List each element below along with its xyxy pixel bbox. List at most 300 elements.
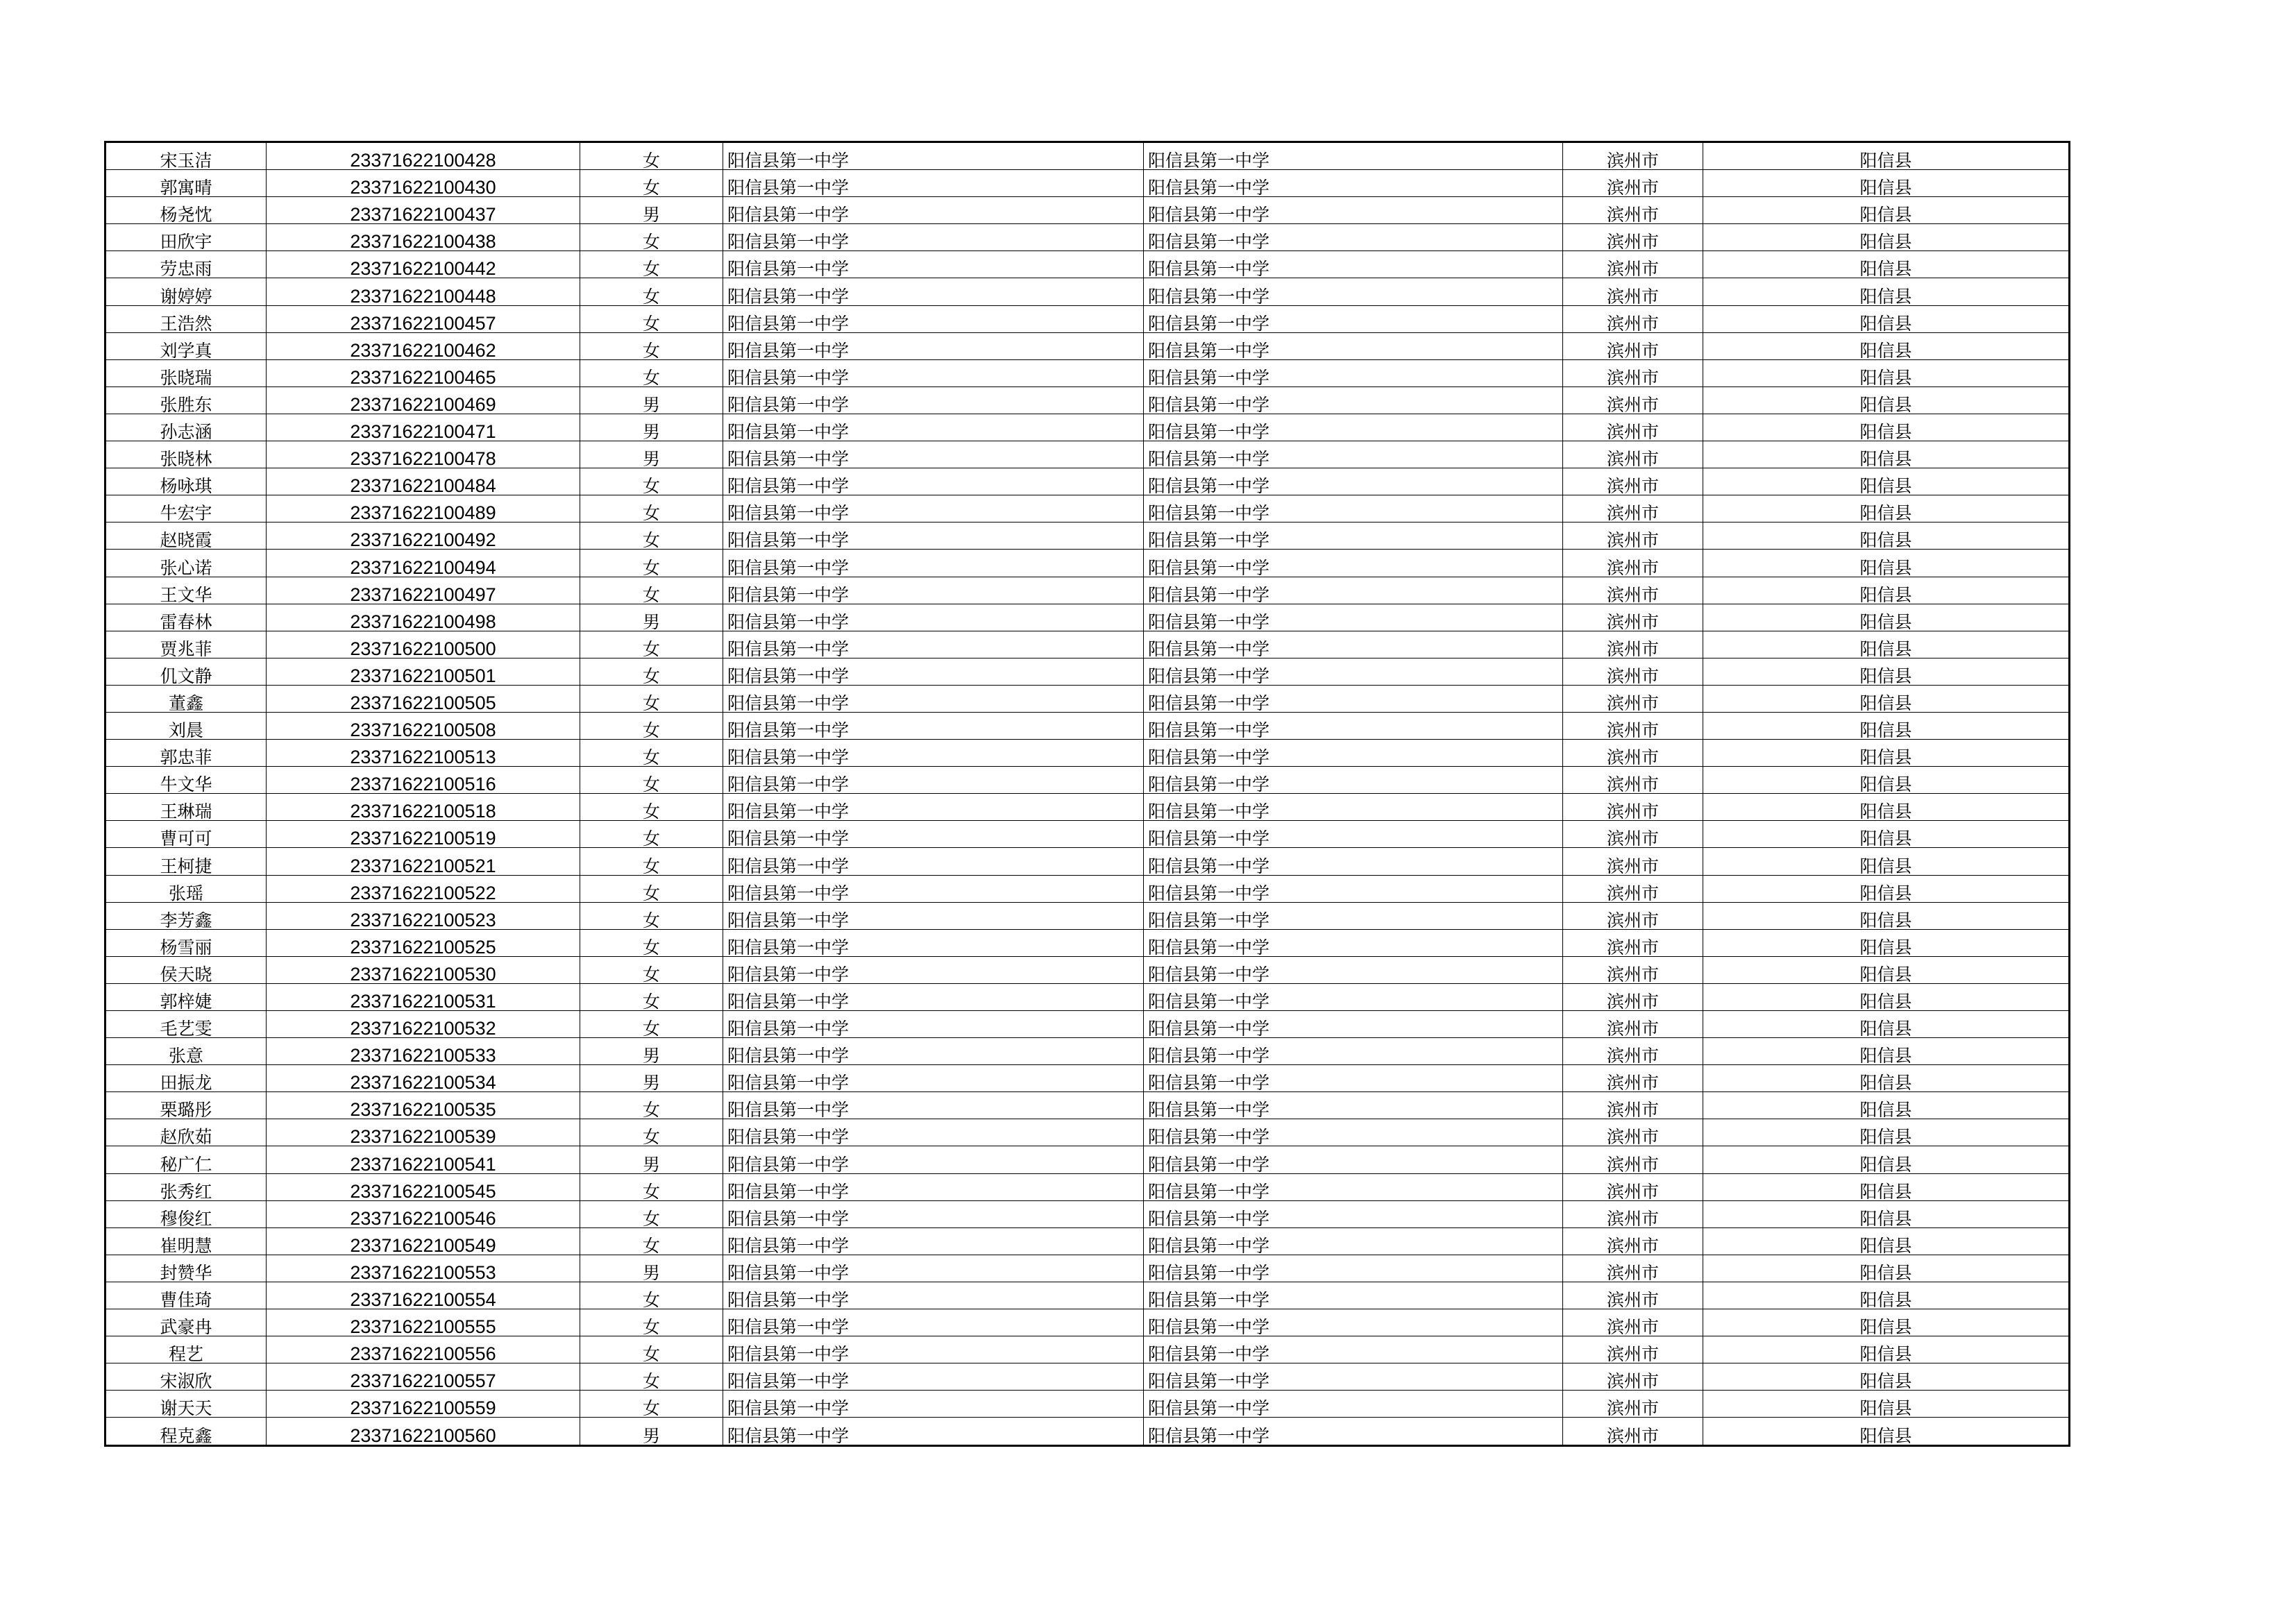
table-row bbox=[105, 468, 2070, 495]
cell-school1: 阳信县第一中学 bbox=[723, 224, 1144, 251]
cell-id: 23371622100469 bbox=[267, 386, 580, 414]
cell-county: 阳信县 bbox=[1703, 359, 2070, 386]
cell-name: 雷春林 bbox=[105, 604, 267, 631]
cell-name: 牛宏宇 bbox=[105, 495, 267, 522]
table-row bbox=[105, 1011, 2070, 1038]
cell-school2: 阳信县第一中学 bbox=[1144, 224, 1563, 251]
cell-county: 阳信县 bbox=[1703, 658, 2070, 685]
cell-school2: 阳信县第一中学 bbox=[1144, 1146, 1563, 1173]
cell-county: 阳信县 bbox=[1703, 685, 2070, 712]
cell-school2: 阳信县第一中学 bbox=[1144, 305, 1563, 332]
cell-id: 23371622100559 bbox=[267, 1391, 580, 1418]
cell-school1: 阳信县第一中学 bbox=[723, 875, 1144, 902]
table-row bbox=[105, 386, 2070, 414]
table-row bbox=[105, 197, 2070, 224]
cell-county: 阳信县 bbox=[1703, 1065, 2070, 1092]
cell-gender: 女 bbox=[580, 224, 723, 251]
cell-school1: 阳信县第一中学 bbox=[723, 1363, 1144, 1391]
cell-city: 滨州市 bbox=[1563, 1391, 1703, 1418]
cell-id: 23371622100497 bbox=[267, 577, 580, 604]
table-row bbox=[105, 441, 2070, 468]
cell-school2: 阳信县第一中学 bbox=[1144, 794, 1563, 821]
cell-name: 董鑫 bbox=[105, 685, 267, 712]
cell-county: 阳信县 bbox=[1703, 1282, 2070, 1309]
cell-name: 毛艺雯 bbox=[105, 1011, 267, 1038]
cell-school2: 阳信县第一中学 bbox=[1144, 577, 1563, 604]
cell-name: 崔明慧 bbox=[105, 1227, 267, 1255]
cell-gender: 女 bbox=[580, 468, 723, 495]
cell-city: 滨州市 bbox=[1563, 1309, 1703, 1336]
cell-name: 田振龙 bbox=[105, 1065, 267, 1092]
cell-id: 23371622100438 bbox=[267, 224, 580, 251]
cell-gender: 女 bbox=[580, 1173, 723, 1200]
cell-county: 阳信县 bbox=[1703, 332, 2070, 359]
cell-city: 滨州市 bbox=[1563, 1200, 1703, 1227]
cell-id: 23371622100513 bbox=[267, 740, 580, 767]
cell-name: 宋玉洁 bbox=[105, 142, 267, 170]
cell-school1: 阳信县第一中学 bbox=[723, 983, 1144, 1010]
cell-name: 刘晨 bbox=[105, 712, 267, 739]
cell-gender: 女 bbox=[580, 1200, 723, 1227]
cell-name: 张意 bbox=[105, 1038, 267, 1065]
cell-county: 阳信县 bbox=[1703, 1146, 2070, 1173]
cell-school1: 阳信县第一中学 bbox=[723, 305, 1144, 332]
cell-school1: 阳信县第一中学 bbox=[723, 740, 1144, 767]
cell-school1: 阳信县第一中学 bbox=[723, 712, 1144, 739]
cell-county: 阳信县 bbox=[1703, 983, 2070, 1010]
cell-county: 阳信县 bbox=[1703, 1200, 2070, 1227]
cell-name: 郭寓晴 bbox=[105, 170, 267, 197]
cell-city: 滨州市 bbox=[1563, 685, 1703, 712]
table-row bbox=[105, 956, 2070, 983]
cell-city: 滨州市 bbox=[1563, 1336, 1703, 1363]
cell-county: 阳信县 bbox=[1703, 224, 2070, 251]
cell-school2: 阳信县第一中学 bbox=[1144, 902, 1563, 929]
cell-school1: 阳信县第一中学 bbox=[723, 1391, 1144, 1418]
cell-name: 张瑶 bbox=[105, 875, 267, 902]
cell-gender: 男 bbox=[580, 1255, 723, 1282]
cell-id: 23371622100531 bbox=[267, 983, 580, 1010]
cell-gender: 女 bbox=[580, 142, 723, 170]
cell-school1: 阳信县第一中学 bbox=[723, 1336, 1144, 1363]
cell-school2: 阳信县第一中学 bbox=[1144, 821, 1563, 848]
table-row bbox=[105, 1391, 2070, 1418]
cell-id: 23371622100437 bbox=[267, 197, 580, 224]
cell-school1: 阳信县第一中学 bbox=[723, 902, 1144, 929]
cell-school1: 阳信县第一中学 bbox=[723, 441, 1144, 468]
cell-school1: 阳信县第一中学 bbox=[723, 685, 1144, 712]
cell-county: 阳信县 bbox=[1703, 604, 2070, 631]
cell-school1: 阳信县第一中学 bbox=[723, 1065, 1144, 1092]
cell-school1: 阳信县第一中学 bbox=[723, 359, 1144, 386]
cell-gender: 女 bbox=[580, 1391, 723, 1418]
cell-school1: 阳信县第一中学 bbox=[723, 414, 1144, 441]
cell-school2: 阳信县第一中学 bbox=[1144, 604, 1563, 631]
cell-county: 阳信县 bbox=[1703, 305, 2070, 332]
table-row bbox=[105, 1065, 2070, 1092]
cell-id: 23371622100522 bbox=[267, 875, 580, 902]
cell-school1: 阳信县第一中学 bbox=[723, 631, 1144, 658]
cell-county: 阳信县 bbox=[1703, 1173, 2070, 1200]
cell-county: 阳信县 bbox=[1703, 1038, 2070, 1065]
cell-name: 赵晓霞 bbox=[105, 522, 267, 550]
cell-id: 23371622100525 bbox=[267, 929, 580, 956]
cell-school2: 阳信县第一中学 bbox=[1144, 197, 1563, 224]
table-row bbox=[105, 251, 2070, 278]
cell-school2: 阳信县第一中学 bbox=[1144, 1363, 1563, 1391]
cell-school2: 阳信县第一中学 bbox=[1144, 1038, 1563, 1065]
cell-gender: 女 bbox=[580, 685, 723, 712]
cell-city: 滨州市 bbox=[1563, 577, 1703, 604]
cell-school2: 阳信县第一中学 bbox=[1144, 386, 1563, 414]
table-row bbox=[105, 983, 2070, 1010]
cell-id: 23371622100430 bbox=[267, 170, 580, 197]
cell-gender: 女 bbox=[580, 278, 723, 305]
cell-county: 阳信县 bbox=[1703, 441, 2070, 468]
cell-city: 滨州市 bbox=[1563, 550, 1703, 577]
table-row bbox=[105, 712, 2070, 739]
cell-gender: 男 bbox=[580, 441, 723, 468]
cell-id: 23371622100530 bbox=[267, 956, 580, 983]
cell-gender: 女 bbox=[580, 821, 723, 848]
cell-name: 杨咏琪 bbox=[105, 468, 267, 495]
cell-school1: 阳信县第一中学 bbox=[723, 1119, 1144, 1146]
table-row bbox=[105, 522, 2070, 550]
table-row bbox=[105, 875, 2070, 902]
cell-county: 阳信县 bbox=[1703, 251, 2070, 278]
cell-id: 23371622100521 bbox=[267, 848, 580, 875]
cell-school2: 阳信县第一中学 bbox=[1144, 740, 1563, 767]
cell-gender: 女 bbox=[580, 848, 723, 875]
cell-name: 张心诺 bbox=[105, 550, 267, 577]
cell-name: 张晓瑞 bbox=[105, 359, 267, 386]
cell-school1: 阳信县第一中学 bbox=[723, 929, 1144, 956]
table-row bbox=[105, 740, 2070, 767]
cell-school1: 阳信县第一中学 bbox=[723, 848, 1144, 875]
cell-school2: 阳信县第一中学 bbox=[1144, 1282, 1563, 1309]
cell-county: 阳信县 bbox=[1703, 631, 2070, 658]
cell-id: 23371622100549 bbox=[267, 1227, 580, 1255]
cell-school2: 阳信县第一中学 bbox=[1144, 495, 1563, 522]
cell-school2: 阳信县第一中学 bbox=[1144, 550, 1563, 577]
cell-gender: 女 bbox=[580, 767, 723, 794]
cell-id: 23371622100554 bbox=[267, 1282, 580, 1309]
cell-school2: 阳信县第一中学 bbox=[1144, 1255, 1563, 1282]
cell-gender: 女 bbox=[580, 1092, 723, 1119]
cell-county: 阳信县 bbox=[1703, 1092, 2070, 1119]
cell-id: 23371622100546 bbox=[267, 1200, 580, 1227]
cell-school2: 阳信县第一中学 bbox=[1144, 332, 1563, 359]
cell-name: 杨尧忱 bbox=[105, 197, 267, 224]
cell-gender: 女 bbox=[580, 712, 723, 739]
cell-city: 滨州市 bbox=[1563, 305, 1703, 332]
cell-school2: 阳信县第一中学 bbox=[1144, 142, 1563, 170]
roster-body bbox=[105, 142, 2070, 1446]
cell-gender: 女 bbox=[580, 550, 723, 577]
cell-school2: 阳信县第一中学 bbox=[1144, 1309, 1563, 1336]
cell-school2: 阳信县第一中学 bbox=[1144, 522, 1563, 550]
cell-gender: 男 bbox=[580, 604, 723, 631]
cell-school2: 阳信县第一中学 bbox=[1144, 983, 1563, 1010]
cell-city: 滨州市 bbox=[1563, 278, 1703, 305]
cell-school1: 阳信县第一中学 bbox=[723, 251, 1144, 278]
cell-school2: 阳信县第一中学 bbox=[1144, 1119, 1563, 1146]
cell-id: 23371622100533 bbox=[267, 1038, 580, 1065]
cell-id: 23371622100489 bbox=[267, 495, 580, 522]
cell-city: 滨州市 bbox=[1563, 1227, 1703, 1255]
cell-gender: 女 bbox=[580, 740, 723, 767]
cell-school1: 阳信县第一中学 bbox=[723, 1282, 1144, 1309]
table-row bbox=[105, 1255, 2070, 1282]
cell-county: 阳信县 bbox=[1703, 1227, 2070, 1255]
cell-name: 劳忠雨 bbox=[105, 251, 267, 278]
cell-school2: 阳信县第一中学 bbox=[1144, 414, 1563, 441]
cell-city: 滨州市 bbox=[1563, 631, 1703, 658]
table-row bbox=[105, 1146, 2070, 1173]
cell-school1: 阳信县第一中学 bbox=[723, 604, 1144, 631]
table-row bbox=[105, 1282, 2070, 1309]
cell-gender: 女 bbox=[580, 495, 723, 522]
cell-gender: 女 bbox=[580, 1336, 723, 1363]
table-row bbox=[105, 142, 2070, 170]
cell-school1: 阳信县第一中学 bbox=[723, 1200, 1144, 1227]
cell-county: 阳信县 bbox=[1703, 848, 2070, 875]
cell-city: 滨州市 bbox=[1563, 1282, 1703, 1309]
cell-id: 23371622100557 bbox=[267, 1363, 580, 1391]
cell-name: 宋淑欣 bbox=[105, 1363, 267, 1391]
cell-county: 阳信县 bbox=[1703, 740, 2070, 767]
cell-city: 滨州市 bbox=[1563, 441, 1703, 468]
cell-gender: 男 bbox=[580, 1146, 723, 1173]
cell-county: 阳信县 bbox=[1703, 1255, 2070, 1282]
cell-gender: 男 bbox=[580, 1065, 723, 1092]
cell-id: 23371622100508 bbox=[267, 712, 580, 739]
cell-school2: 阳信县第一中学 bbox=[1144, 875, 1563, 902]
cell-gender: 女 bbox=[580, 1309, 723, 1336]
cell-id: 23371622100501 bbox=[267, 658, 580, 685]
cell-school2: 阳信县第一中学 bbox=[1144, 468, 1563, 495]
table-row bbox=[105, 359, 2070, 386]
cell-city: 滨州市 bbox=[1563, 359, 1703, 386]
cell-gender: 女 bbox=[580, 875, 723, 902]
cell-county: 阳信县 bbox=[1703, 1363, 2070, 1391]
cell-school2: 阳信县第一中学 bbox=[1144, 1173, 1563, 1200]
cell-city: 滨州市 bbox=[1563, 1065, 1703, 1092]
cell-school1: 阳信县第一中学 bbox=[723, 821, 1144, 848]
cell-school1: 阳信县第一中学 bbox=[723, 767, 1144, 794]
cell-school2: 阳信县第一中学 bbox=[1144, 441, 1563, 468]
cell-name: 赵欣茹 bbox=[105, 1119, 267, 1146]
cell-county: 阳信县 bbox=[1703, 712, 2070, 739]
cell-county: 阳信县 bbox=[1703, 1011, 2070, 1038]
cell-school1: 阳信县第一中学 bbox=[723, 1011, 1144, 1038]
cell-gender: 女 bbox=[580, 170, 723, 197]
cell-school1: 阳信县第一中学 bbox=[723, 1309, 1144, 1336]
cell-gender: 女 bbox=[580, 794, 723, 821]
cell-city: 滨州市 bbox=[1563, 495, 1703, 522]
cell-school2: 阳信县第一中学 bbox=[1144, 170, 1563, 197]
cell-name: 张胜东 bbox=[105, 386, 267, 414]
cell-school2: 阳信县第一中学 bbox=[1144, 1227, 1563, 1255]
student-roster-table bbox=[104, 141, 2070, 1447]
table-row bbox=[105, 495, 2070, 522]
cell-city: 滨州市 bbox=[1563, 251, 1703, 278]
cell-id: 23371622100494 bbox=[267, 550, 580, 577]
cell-gender: 女 bbox=[580, 929, 723, 956]
cell-name: 王浩然 bbox=[105, 305, 267, 332]
table-row bbox=[105, 1173, 2070, 1200]
cell-gender: 女 bbox=[580, 1282, 723, 1309]
table-row bbox=[105, 550, 2070, 577]
cell-name: 谢婷婷 bbox=[105, 278, 267, 305]
cell-id: 23371622100541 bbox=[267, 1146, 580, 1173]
table-row bbox=[105, 577, 2070, 604]
cell-county: 阳信县 bbox=[1703, 1119, 2070, 1146]
table-row bbox=[105, 658, 2070, 685]
cell-name: 侯天晓 bbox=[105, 956, 267, 983]
cell-county: 阳信县 bbox=[1703, 414, 2070, 441]
table-row bbox=[105, 1038, 2070, 1065]
cell-name: 封赞华 bbox=[105, 1255, 267, 1282]
cell-name: 张秀红 bbox=[105, 1173, 267, 1200]
cell-school2: 阳信县第一中学 bbox=[1144, 1011, 1563, 1038]
cell-gender: 男 bbox=[580, 386, 723, 414]
table-row bbox=[105, 767, 2070, 794]
table-row bbox=[105, 848, 2070, 875]
table-row bbox=[105, 902, 2070, 929]
cell-gender: 女 bbox=[580, 983, 723, 1010]
cell-id: 23371622100505 bbox=[267, 685, 580, 712]
cell-id: 23371622100534 bbox=[267, 1065, 580, 1092]
cell-id: 23371622100532 bbox=[267, 1011, 580, 1038]
cell-school1: 阳信县第一中学 bbox=[723, 468, 1144, 495]
cell-gender: 女 bbox=[580, 305, 723, 332]
cell-county: 阳信县 bbox=[1703, 767, 2070, 794]
cell-id: 23371622100523 bbox=[267, 902, 580, 929]
cell-school2: 阳信县第一中学 bbox=[1144, 359, 1563, 386]
cell-school2: 阳信县第一中学 bbox=[1144, 251, 1563, 278]
cell-id: 23371622100492 bbox=[267, 522, 580, 550]
cell-county: 阳信县 bbox=[1703, 495, 2070, 522]
table-row bbox=[105, 1092, 2070, 1119]
cell-id: 23371622100428 bbox=[267, 142, 580, 170]
cell-school1: 阳信县第一中学 bbox=[723, 550, 1144, 577]
table-row bbox=[105, 305, 2070, 332]
cell-id: 23371622100500 bbox=[267, 631, 580, 658]
cell-gender: 女 bbox=[580, 1363, 723, 1391]
cell-name: 杨雪丽 bbox=[105, 929, 267, 956]
cell-gender: 女 bbox=[580, 631, 723, 658]
cell-city: 滨州市 bbox=[1563, 414, 1703, 441]
cell-name: 牛文华 bbox=[105, 767, 267, 794]
cell-id: 23371622100560 bbox=[267, 1418, 580, 1445]
table-row bbox=[105, 1200, 2070, 1227]
cell-county: 阳信县 bbox=[1703, 278, 2070, 305]
cell-name: 刘学真 bbox=[105, 332, 267, 359]
cell-city: 滨州市 bbox=[1563, 170, 1703, 197]
cell-city: 滨州市 bbox=[1563, 929, 1703, 956]
cell-city: 滨州市 bbox=[1563, 848, 1703, 875]
cell-school2: 阳信县第一中学 bbox=[1144, 1336, 1563, 1363]
cell-gender: 男 bbox=[580, 414, 723, 441]
cell-school2: 阳信县第一中学 bbox=[1144, 1391, 1563, 1418]
table-row bbox=[105, 631, 2070, 658]
table-row bbox=[105, 1309, 2070, 1336]
cell-name: 程克鑫 bbox=[105, 1418, 267, 1445]
cell-name: 秘广仁 bbox=[105, 1146, 267, 1173]
cell-city: 滨州市 bbox=[1563, 875, 1703, 902]
cell-school1: 阳信县第一中学 bbox=[723, 142, 1144, 170]
cell-county: 阳信县 bbox=[1703, 142, 2070, 170]
cell-school1: 阳信县第一中学 bbox=[723, 1092, 1144, 1119]
cell-city: 滨州市 bbox=[1563, 1255, 1703, 1282]
cell-name: 程艺 bbox=[105, 1336, 267, 1363]
cell-county: 阳信县 bbox=[1703, 929, 2070, 956]
cell-name: 张晓林 bbox=[105, 441, 267, 468]
cell-school2: 阳信县第一中学 bbox=[1144, 631, 1563, 658]
cell-name: 王文华 bbox=[105, 577, 267, 604]
cell-city: 滨州市 bbox=[1563, 767, 1703, 794]
cell-gender: 女 bbox=[580, 1011, 723, 1038]
cell-city: 滨州市 bbox=[1563, 1418, 1703, 1445]
cell-name: 贾兆菲 bbox=[105, 631, 267, 658]
cell-city: 滨州市 bbox=[1563, 1011, 1703, 1038]
cell-school1: 阳信县第一中学 bbox=[723, 386, 1144, 414]
cell-school1: 阳信县第一中学 bbox=[723, 1227, 1144, 1255]
cell-id: 23371622100465 bbox=[267, 359, 580, 386]
cell-school1: 阳信县第一中学 bbox=[723, 278, 1144, 305]
cell-name: 谢天天 bbox=[105, 1391, 267, 1418]
cell-city: 滨州市 bbox=[1563, 1363, 1703, 1391]
cell-county: 阳信县 bbox=[1703, 821, 2070, 848]
cell-city: 滨州市 bbox=[1563, 224, 1703, 251]
cell-school1: 阳信县第一中学 bbox=[723, 332, 1144, 359]
cell-county: 阳信县 bbox=[1703, 902, 2070, 929]
cell-id: 23371622100498 bbox=[267, 604, 580, 631]
cell-city: 滨州市 bbox=[1563, 522, 1703, 550]
cell-gender: 女 bbox=[580, 359, 723, 386]
table-row bbox=[105, 170, 2070, 197]
cell-id: 23371622100519 bbox=[267, 821, 580, 848]
cell-school1: 阳信县第一中学 bbox=[723, 956, 1144, 983]
cell-county: 阳信县 bbox=[1703, 170, 2070, 197]
cell-gender: 女 bbox=[580, 902, 723, 929]
cell-school1: 阳信县第一中学 bbox=[723, 1146, 1144, 1173]
cell-gender: 女 bbox=[580, 332, 723, 359]
cell-name: 穆俊红 bbox=[105, 1200, 267, 1227]
table-row bbox=[105, 794, 2070, 821]
cell-city: 滨州市 bbox=[1563, 1173, 1703, 1200]
cell-school2: 阳信县第一中学 bbox=[1144, 929, 1563, 956]
cell-gender: 男 bbox=[580, 1418, 723, 1445]
cell-school1: 阳信县第一中学 bbox=[723, 794, 1144, 821]
cell-city: 滨州市 bbox=[1563, 1038, 1703, 1065]
cell-name: 王琳瑞 bbox=[105, 794, 267, 821]
cell-id: 23371622100516 bbox=[267, 767, 580, 794]
cell-id: 23371622100535 bbox=[267, 1092, 580, 1119]
cell-city: 滨州市 bbox=[1563, 740, 1703, 767]
cell-city: 滨州市 bbox=[1563, 1092, 1703, 1119]
cell-id: 23371622100457 bbox=[267, 305, 580, 332]
cell-school2: 阳信县第一中学 bbox=[1144, 658, 1563, 685]
cell-school2: 阳信县第一中学 bbox=[1144, 956, 1563, 983]
table-row bbox=[105, 1119, 2070, 1146]
cell-county: 阳信县 bbox=[1703, 386, 2070, 414]
cell-gender: 女 bbox=[580, 577, 723, 604]
cell-city: 滨州市 bbox=[1563, 712, 1703, 739]
table-row bbox=[105, 1418, 2070, 1445]
table-row bbox=[105, 1363, 2070, 1391]
